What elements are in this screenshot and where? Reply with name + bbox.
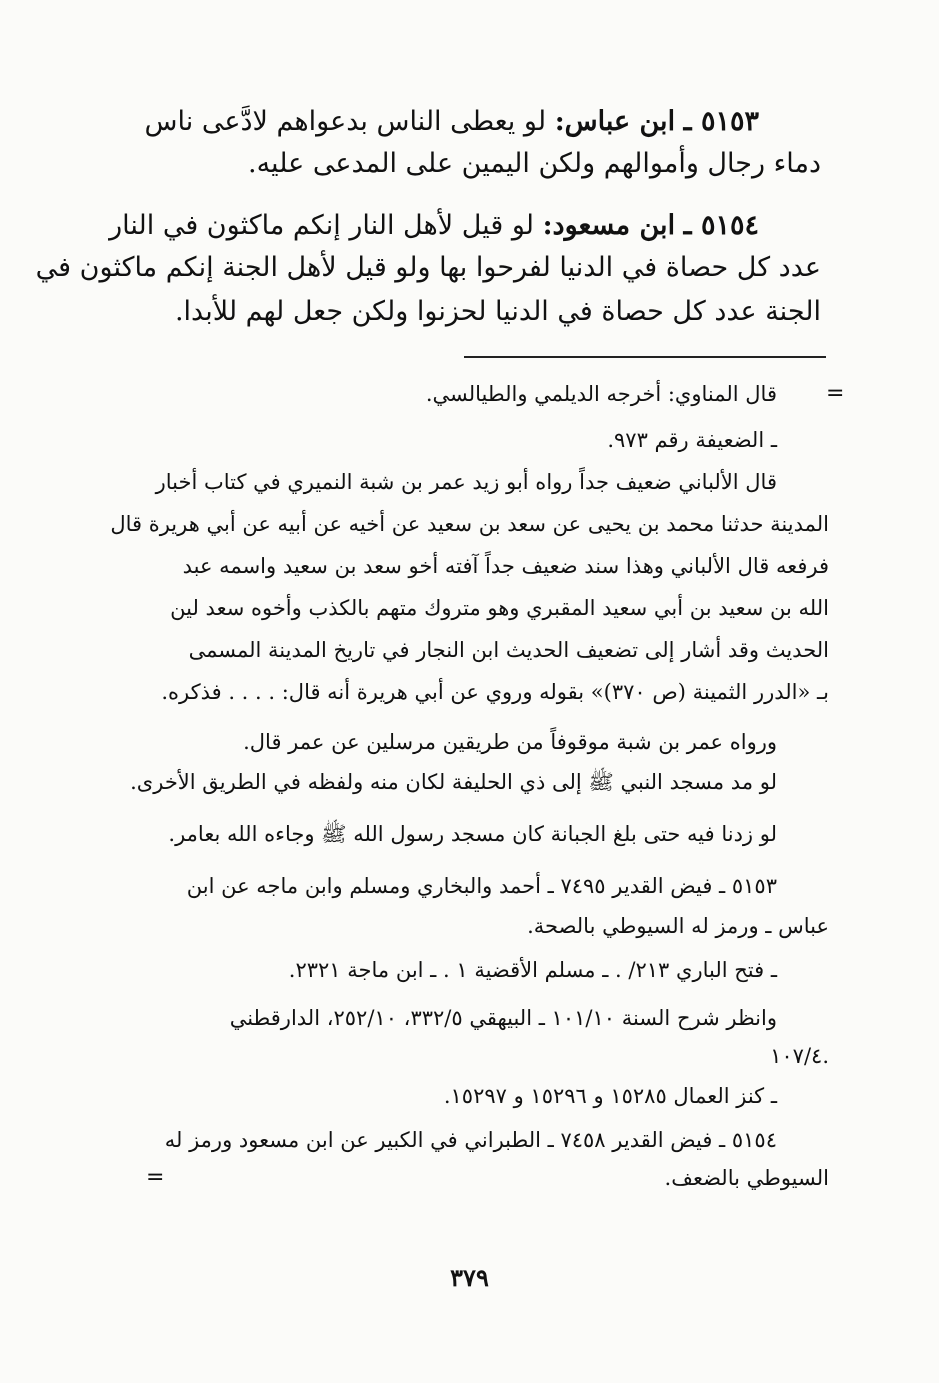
footnote-line: ١٠٧/٤. (770, 1044, 829, 1068)
footnote-line: عباس ـ ورمز له السيوطي بالصحة. (527, 914, 829, 938)
entry-5153-line-1 (145, 102, 759, 142)
footnote-line: السيوطي بالضعف. (664, 1166, 829, 1190)
narrator-name: ابن عباس: (554, 106, 676, 137)
narrator-name: ابن مسعود: (542, 210, 676, 241)
footnote-line: ورواه عمر بن شبة موقوفاً من طريقين مرسلين عن عمر قال. (243, 730, 777, 754)
entry-text: لو قيل لأهل النار إنكم ماكثون في النار (109, 210, 534, 241)
footnote-line: لو مد مسجد النبي ﷺ إلى ذي الحليفة لكان منه ولفظه في الطريق الأخرى. (130, 770, 777, 794)
entry-5154-line-2: عدد كل حصاة في الدنيا لفرحوا بها ولو قيل لأهل الجنة إنكم ماكثون في (35, 252, 821, 283)
footnote-line: قال المناوي: أخرجه الديلمي والطيالسي. (425, 382, 777, 406)
footnote-line: الله بن سعيد بن أبي سعيد المقبري وهو متروك متهم بالكذب وأخوه سعد لين (170, 596, 829, 620)
footnote-line: قال الألباني ضعيف جداً رواه أبو زيد عمر بن شبة النميري في كتاب أخبار (155, 470, 777, 494)
footnote-line: وانظر شرح السنة ١٠١/١٠ ـ البيهقي ٣٣٢/٥، ٢٥٢/١٠، الدارقطني (229, 1006, 777, 1030)
footnote-line: فرفعه قال الألباني وهذا سند ضعيف جداً آفته أخو سعد بن سعيد واسمه عبد (182, 554, 829, 578)
continuation-mark-bottom: = (146, 1165, 165, 1190)
entry-number: ٥١٥٣ ـ (683, 106, 759, 137)
footnote-line: الحديث وقد أشار إلى تضعيف الحديث ابن النجار في تاريخ المدينة المسمى (188, 638, 829, 662)
entry-text: لو يعطى الناس بدعواهم لادَّعى ناس (144, 106, 547, 137)
footnote-separator (464, 356, 826, 358)
entry-5154-line-1 (109, 206, 759, 246)
footnote-line: المدينة حدثنا محمد بن يحيى عن سعد بن سعيد عن أخيه عن أبيه عن أبي هريرة قال (110, 512, 829, 536)
footnote-line: ـ كنز العمال ١٥٢٨٥ و ١٥٢٩٦ و ١٥٢٩٧. (443, 1084, 777, 1108)
entry-5153-line-2: دماء رجال وأموالهم ولكن اليمين على المدعى عليه. (248, 148, 821, 179)
footnote-line: ٥١٥٣ ـ فيض القدير ٧٤٩٥ ـ أحمد والبخاري ومسلم وابن ماجه عن ابن (186, 874, 777, 898)
footnote-line: ـ فتح الباري ٢١٣/ . ـ مسلم الأقضية ١ . ـ ابن ماجة ٢٣٢١. (288, 958, 777, 982)
footnote-line: بـ «الدرر الثمينة (ص ٣٧٠)» بقوله وروي عن أبي هريرة أنه قال: . . . . فذكره. (161, 680, 829, 704)
footnote-line: لو زدنا فيه حتى بلغ الجبانة كان مسجد رسول الله ﷺ وجاءه الله بعامر. (168, 822, 777, 846)
footnote-line: ـ الضعيفة رقم ٩٧٣. (607, 428, 777, 452)
entry-number: ٥١٥٤ ـ (683, 210, 759, 241)
entry-5154-line-3: الجنة عدد كل حصاة في الدنيا لحزنوا ولكن جعل لهم للأبدا. (174, 296, 821, 327)
page-number: ٣٧٩ (450, 1263, 489, 1292)
continuation-mark-top: = (826, 381, 845, 406)
footnote-line: ٥١٥٤ ـ فيض القدير ٧٤٥٨ ـ الطبراني في الكبير عن ابن مسعود ورمز له (164, 1128, 777, 1152)
